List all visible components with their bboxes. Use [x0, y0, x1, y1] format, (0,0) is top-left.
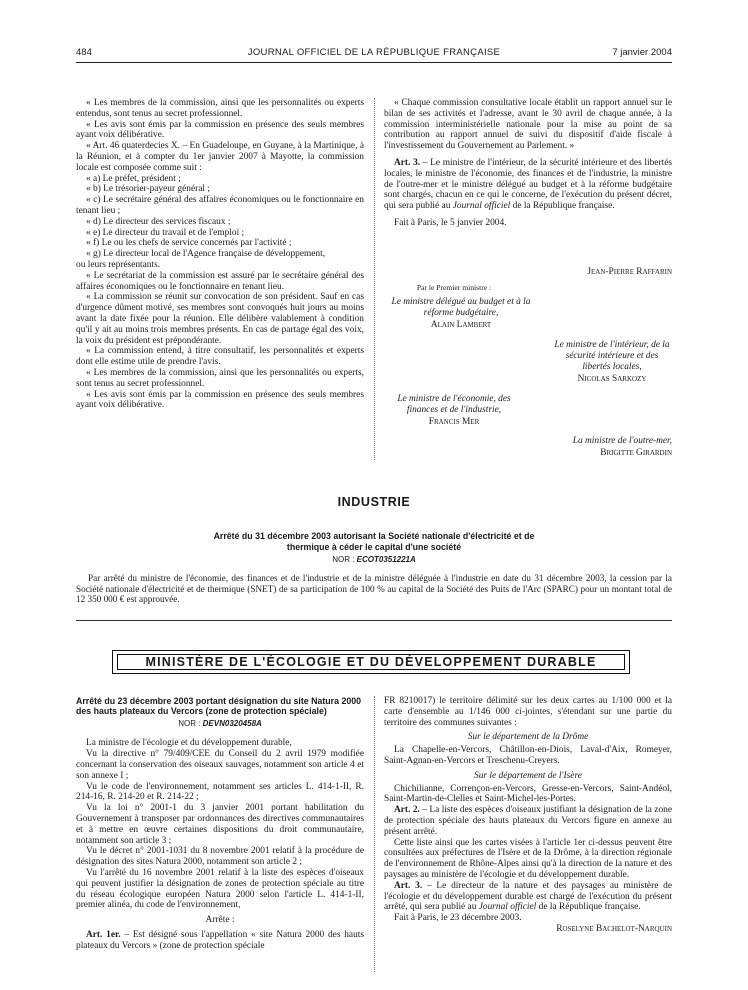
- header-rule: [76, 62, 672, 63]
- arrete-title: Arrêté du 31 décembre 2003 autorisant la Société nationale d'électricité et de thermique à céder le capital d'une société: [213, 531, 535, 552]
- paragraph: Vu le code de l'environnement, notamment ses articles L. 414-1-II, R. 214-16, R. 214-20 et R. 214-22 ;: [76, 781, 364, 803]
- paragraph: « Les avis sont émis par la commission en présence des seuls membres ayant voix délibérative.: [76, 389, 364, 411]
- top-left-column: [76, 98, 364, 411]
- arrete-title: Arrêté du 23 décembre 2003 portant désignation du site Natura 2000 des hauts plateaux du Vercors (zone de protection spéciale): [76, 696, 362, 717]
- nor-reference: NOR : ECOT0351221A: [332, 555, 416, 564]
- section-title: INDUSTRIE: [337, 495, 411, 509]
- paragraph: « f) Le ou les chefs de service concernés par l'activité ;: [86, 238, 292, 249]
- paragraph: Vu la loi n° 2001-1 du 3 janvier 2001 portant habilitation du Gouvernement à transposer par ordonnances des directives communautaires et à mettre en œuvre certaines dispositions du droit communautaire, notamment son article 3 ;: [76, 803, 364, 846]
- arrete-body: [76, 738, 364, 951]
- signatory-role: Le ministre de l'intérieur, de la sécurité intérieure et des libertés locales,: [554, 340, 670, 372]
- article-3: Art. 3. – Le ministre de l'intérieur, de la sécurité intérieure et des libertés locales, le ministre de l'économie, des finances et de l'industrie, la ministre de l'outre-mer et le ministre délégué au budget et à la réforme budgétaire sont chargés, chacun en ce qui le concerne, de l'exécution du présent décret, qui sera publié au Journal officiel de la République française.: [384, 157, 673, 212]
- article-2: Art. 2. – La liste des espèces d'oiseaux justifiant la désignation de la zone de protection spéciale des hauts plateaux du Vercors figure en annexe au présent arrêté.: [384, 805, 672, 837]
- paragraph: Vu l'arrêté du 16 novembre 2001 relatif à la liste des espèces d'oiseaux qui peuvent justifier la désignation de zones de protection spéciale au titre du réseau écologique européen Natura 2000 selon l'article L. 414-1-II, premier alinéa, du code de l'environnement,: [76, 867, 364, 911]
- paragraph: Vu le décret n° 2001-1031 du 8 novembre 2001 relatif à la procédure de désignation des sites Natura 2000, notamment son article 2 ;: [76, 846, 364, 868]
- prime-minister-name: Jean-Pierre Raffarin: [587, 267, 672, 277]
- signature-date: Fait à Paris, le 5 janvier 2004.: [394, 217, 507, 228]
- article-label: Art. 3.: [394, 880, 423, 891]
- paragraph: « d) Le directeur des services fiscaux ;: [86, 216, 231, 227]
- signatory-name: Brigitte Girardin: [600, 448, 672, 458]
- paragraph: Cette liste ainsi que les cartes visées à l'article 1er ci-dessus peuvent être consultées aux préfectures de l'Isère et de la Drôme, à la direction régionale de l'environnement de Rhône-Alpes ainsi qu'à la direction de la nature et des paysages au ministère de l'écologie et du développement durable.: [384, 837, 672, 880]
- column-separator: [374, 98, 375, 460]
- paragraph: ou leurs représentants.: [76, 259, 161, 270]
- issue-date: 7 janvier 2004: [612, 47, 672, 58]
- paragraph: « b) Le trésorier-payeur général ;: [86, 184, 210, 195]
- par-le-premier-ministre: Par le Premier ministre :: [416, 283, 492, 292]
- nor-code: ECOT0351221A: [356, 555, 416, 564]
- page-header: [76, 47, 672, 61]
- bottom-right-column: [384, 696, 672, 935]
- paragraph: « e) Le directeur du travail et de l'emploi ;: [86, 227, 245, 238]
- department-heading: Sur le département de l'Isère: [474, 770, 582, 781]
- article-3: Art. 3. – Le directeur de la nature et des paysages au ministère de l'écologie et du développement durable est chargé de l'exécution du présent arrêté, qui sera publié au Journal officiel de la République française.: [384, 880, 672, 913]
- paragraph: La Chapelle-en-Vercors, Châtillon-en-Diois, Laval-d'Aix, Romeyer, Saint-Agnan-en-Vercors et Treschenu-Creyers.: [384, 745, 672, 766]
- signatory-name: Nicolas Sarkozy: [577, 374, 647, 384]
- article-label: Art. 3.: [394, 157, 421, 168]
- paragraph: « g) Le directeur local de l'Agence française de développement,: [86, 249, 326, 260]
- paragraph: Chichilianne, Corrençon-en-Vercors, Gresse-en-Vercors, Saint-Andéol, Saint-Martin-de-Clelles et Saint-Michel-les-Portes.: [384, 783, 672, 805]
- ministry-title: MINISTÈRE DE L'ÉCOLOGIE ET DU DÉVELOPPEMENT DURABLE: [117, 654, 625, 670]
- signatory-role: Le ministre de l'économie, des finances et de l'industrie,: [397, 394, 511, 415]
- column-separator: [374, 696, 375, 972]
- signatory-name: Roselyne Bachelot-Narquin: [556, 923, 672, 934]
- paragraph: « La commission entend, à titre consultatif, les personnalités et experts dont elle estime utile de prendre l'avis.: [76, 346, 364, 368]
- paragraph: « c) Le secrétaire général des affaires économiques ou le fonctionnaire en tenant lieu ;: [76, 195, 364, 216]
- article-label: Art. 2.: [394, 805, 420, 816]
- paragraph: Vu la directive n° 79/409/CEE du Conseil du 2 avril 1979 modifiée concernant la conservation des oiseaux sauvages, notamment son article 4 et son annexe I ;: [76, 749, 364, 781]
- paragraph: « Le secrétariat de la commission est assuré par le secrétaire général des affaires économiques ou le fonctionnaire en tenant lieu.: [76, 270, 364, 292]
- nor-code: DEVN0320458A: [202, 719, 262, 729]
- journal-title: JOURNAL OFFICIEL DE LA RÉPUBLIQUE FRANÇAISE: [247, 47, 501, 58]
- arrete-body: Par arrêté du ministre de l'économie, des finances et de l'industrie et de la ministre déléguée à l'industrie en date du 31 décembre 2003, la cession par la Société nationale d'électricité et de thermique (SNET) de sa participation de 100 % au capital de la Société des Puits de l'Arc (SPARC) pour un montant total de 12 350 000 € est approuvée.: [76, 573, 672, 605]
- signatory-role: La ministre de l'outre-mer,: [572, 436, 672, 446]
- paragraph: « Les membres de la commission, ainsi que les personnalités ou experts, sont tenus au secret professionnel.: [76, 367, 364, 389]
- ministry-banner: [112, 650, 630, 674]
- paragraph: « Chaque commission consultative locale établit un rapport annuel sur le bilan de ses activités et l'adresse, avant le 30 avril de chaque année, à la commission interministérielle nationale pour la mise au point de sa contribution au rapport annuel de suivi du dispositif d'aide fiscale à l'investissement du Gouvernement au Parlement. »: [384, 98, 672, 152]
- signature-date: Fait à Paris, le 23 décembre 2003.: [394, 913, 522, 924]
- bottom-left-column: [76, 696, 364, 952]
- article-1: Art. 1er. – Est désigné sous l'appellation « site Natura 2000 des hauts plateaux du Vercors » (zone de protection spéciale: [76, 929, 365, 951]
- paragraph: FR 8210017) le territoire délimité sur les deux cartes au 1/100 000 et la carte d'ensemble au 1/146 000 ci-jointes, s'étendant sur une partie du territoire des communes suivantes :: [384, 696, 672, 728]
- page-number: 484: [76, 47, 92, 58]
- signatory-name: Alain Lambert: [430, 320, 492, 330]
- arrete-word: Arrête :: [205, 915, 235, 926]
- paragraph: La ministre de l'écologie et du développement durable,: [86, 738, 292, 749]
- section-rule: [76, 620, 672, 621]
- signatory-name: Francis Mer: [428, 417, 480, 427]
- signatory-role: Le ministre délégué au budget et à la réforme budgétaire,: [391, 297, 531, 318]
- top-right-column: [384, 98, 672, 229]
- paragraph: « Art. 46 quaterdecies X. – En Guadeloupe, en Guyane, à la Martinique, à la Réunion, et à compter du 1er janvier 2007 à Mayotte, la commission locale est composée comme suit :: [76, 141, 364, 173]
- paragraph: « Les avis sont émis par la commission en présence des seuls membres ayant voix délibérative.: [76, 119, 364, 141]
- article-label: Art. 1er.: [86, 929, 121, 940]
- paragraph: « La commission se réunit sur convocation de son président. Sauf en cas d'urgence dûment motivé, ses membres sont convoqués huit jours au moins avant la date fixée pour la réunion. Elle délibère valablement à condition qu'il y ait au moins trois membres présents. En cas de partage égal des voix, la voix du président est prépondérante.: [76, 292, 364, 346]
- department-heading: Sur le département de la Drôme: [467, 732, 589, 743]
- nor-reference: NOR : DEVN0320458A: [178, 719, 262, 729]
- paragraph: « a) Le préfet, président ;: [86, 173, 181, 184]
- paragraph: « Les membres de la commission, ainsi que les personnalités ou experts entendus, sont tenus au secret professionnel.: [76, 98, 364, 119]
